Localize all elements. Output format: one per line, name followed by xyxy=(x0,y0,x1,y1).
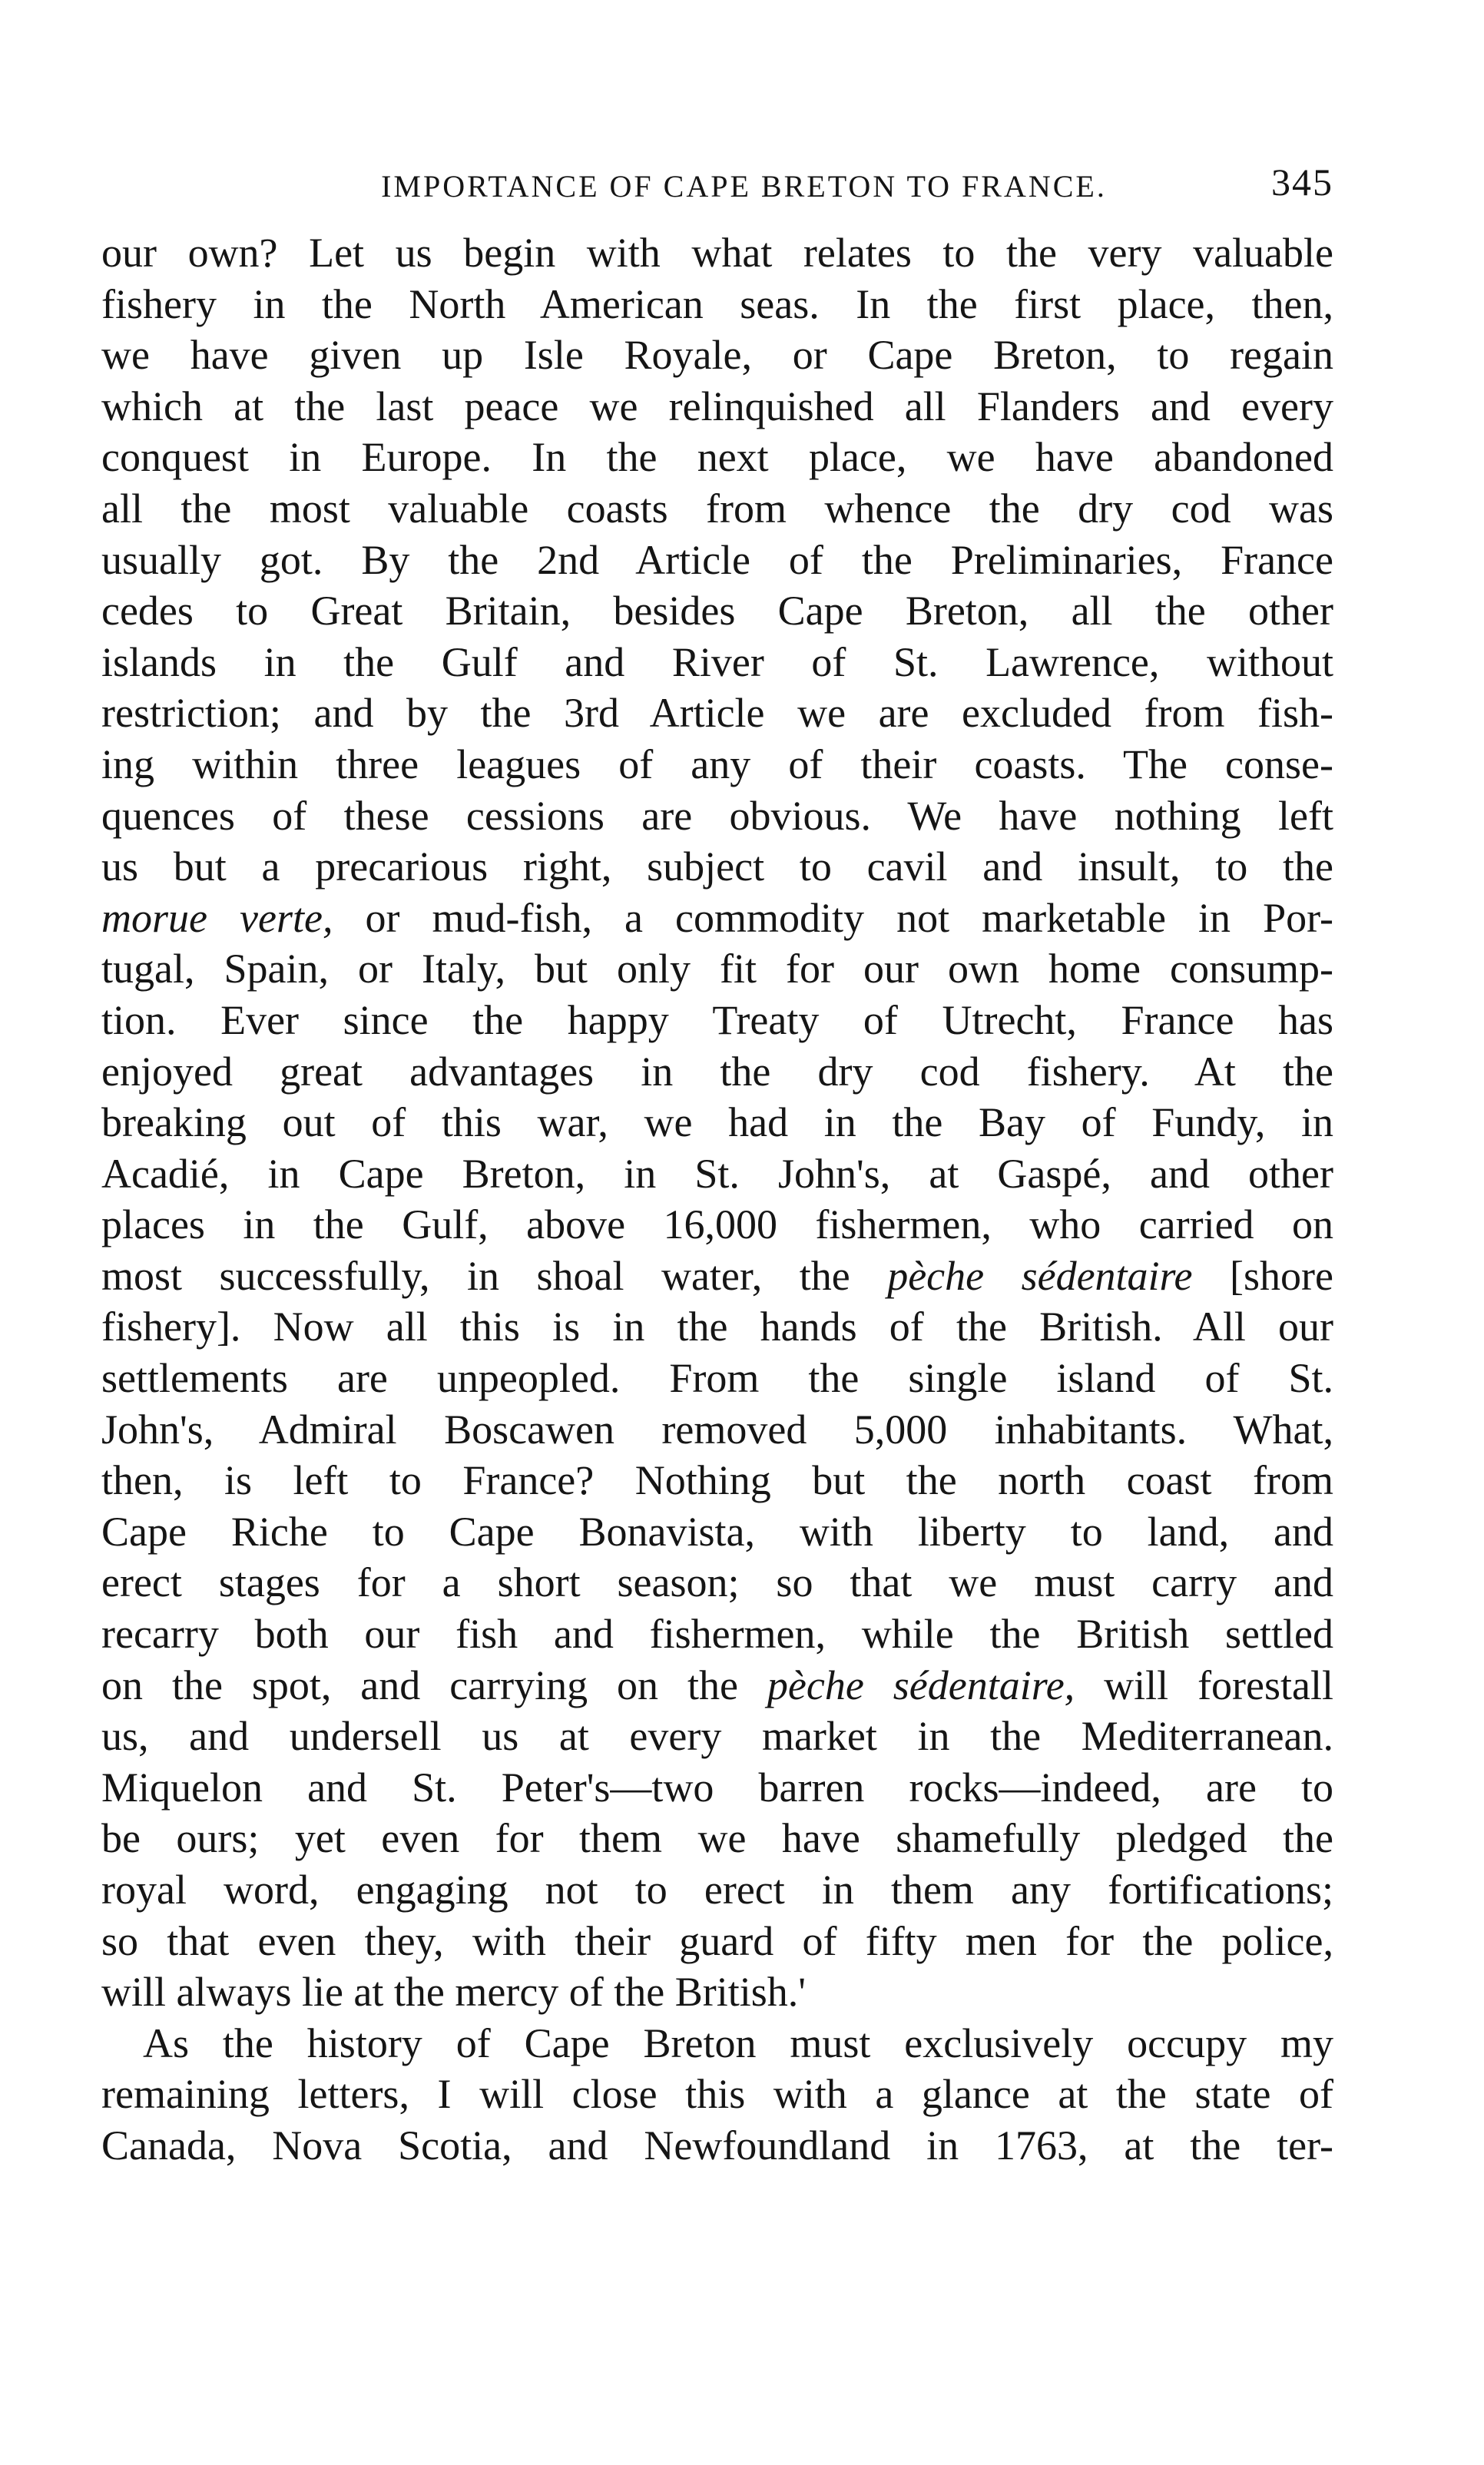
text-line: be ours; yet even for them we have shamefully pledged the xyxy=(101,1815,1333,1862)
text-line: our own? Let us begin with what relates to the very valuable xyxy=(101,230,1333,276)
text-line: remaining letters, I will close this with a glance at the state of xyxy=(101,2071,1333,2118)
running-head xyxy=(101,151,1333,204)
text-line: fishery in the North American seas. In the first place, then, xyxy=(101,280,1333,327)
text-line xyxy=(101,1660,1333,1711)
text-line: will always lie at the mercy of the British.' xyxy=(101,1969,806,2016)
text-line: us but a precarious right, subject to cavil and insult, to the xyxy=(101,843,1333,890)
text-line: conquest in Europe. In the next place, we have abandoned xyxy=(101,434,1333,481)
page-number: 345 xyxy=(1271,161,1333,204)
text-line: enjoyed great advantages in the dry cod fishery. At the xyxy=(101,1048,1333,1095)
text-line: Cape Riche to Cape Bonavista, with liberty to land, and xyxy=(101,1508,1333,1555)
text-line: recarry both our fish and fishermen, while the British settled xyxy=(101,1611,1333,1658)
text-line: we have given up Isle Royale, or Cape Breton, to regain xyxy=(101,332,1333,379)
text-line: us, and undersell us at every market in the Mediterranean. xyxy=(101,1713,1333,1760)
italic-phrase: morue verte, xyxy=(101,894,333,941)
text-line: which at the last peace we relinquished all Flanders and every xyxy=(101,383,1333,429)
text-line: cedes to Great Britain, besides Cape Breton, all the other xyxy=(101,588,1333,634)
text-line: erect stages for a short season; so that we must carry and xyxy=(101,1559,1333,1606)
text-line: all the most valuable coasts from whence the dry cod was xyxy=(101,485,1333,532)
text-line: fishery]. Now all this is in the hands of the British. All our xyxy=(101,1304,1333,1350)
running-title: IMPORTANCE OF CAPE BRETON TO FRANCE. xyxy=(381,169,1107,204)
text-line: Acadié, in Cape Breton, in St. John's, at Gaspé, and other xyxy=(101,1150,1333,1197)
body-text xyxy=(101,227,1333,2172)
text-line xyxy=(101,1251,1333,1302)
text-segment: will forestall xyxy=(1075,1662,1333,1708)
text-line: As the history of Cape Breton must exclusively occupy my xyxy=(143,2019,1333,2066)
text-segment: most successfully, in shoal water, the xyxy=(101,1252,888,1299)
text-line: places in the Gulf, above 16,000 fishermen, who carried on xyxy=(101,1201,1333,1248)
text-line: islands in the Gulf and River of St. Lawrence, without xyxy=(101,638,1333,685)
text-line: tion. Ever since the happy Treaty of Utrecht, France has xyxy=(101,996,1333,1043)
text-line: ing within three leagues of any of their coasts. The conse- xyxy=(101,740,1333,787)
italic-phrase: pèche sédentaire xyxy=(887,1252,1193,1299)
text-line: royal word, engaging not to erect in them any fortifications; xyxy=(101,1867,1333,1913)
text-line: restriction; and by the 3rd Article we are excluded from fish- xyxy=(101,690,1333,737)
text-line xyxy=(101,893,1333,944)
text-segment: on the spot, and carrying on the xyxy=(101,1662,767,1708)
text-line: breaking out of this war, we had in the Bay of Fundy, in xyxy=(101,1099,1333,1146)
text-line: quences of these cessions are obvious. We have nothing left xyxy=(101,792,1333,839)
text-segment: or mud-fish, a commodity not marketable in Por- xyxy=(333,894,1333,941)
text-line: tugal, Spain, or Italy, but only fit for our own home consump- xyxy=(101,946,1333,992)
text-line: John's, Admiral Boscawen removed 5,000 inhabitants. What, xyxy=(101,1406,1333,1453)
text-segment: [shore xyxy=(1192,1252,1333,1299)
text-line: so that even they, with their guard of fifty men for the police, xyxy=(101,1917,1333,1964)
italic-phrase: pèche sédentaire, xyxy=(767,1662,1075,1708)
text-line: Canada, Nova Scotia, and Newfoundland in 1763, at the ter- xyxy=(101,2122,1333,2168)
text-line: Miquelon and St. Peter's—two barren rocks—indeed, are to xyxy=(101,1764,1333,1811)
text-line: usually got. By the 2nd Article of the Preliminaries, France xyxy=(101,536,1333,583)
text-line: settlements are unpeopled. From the single island of St. xyxy=(101,1355,1333,1402)
text-line: then, is left to France? Nothing but the north coast from xyxy=(101,1457,1333,1504)
